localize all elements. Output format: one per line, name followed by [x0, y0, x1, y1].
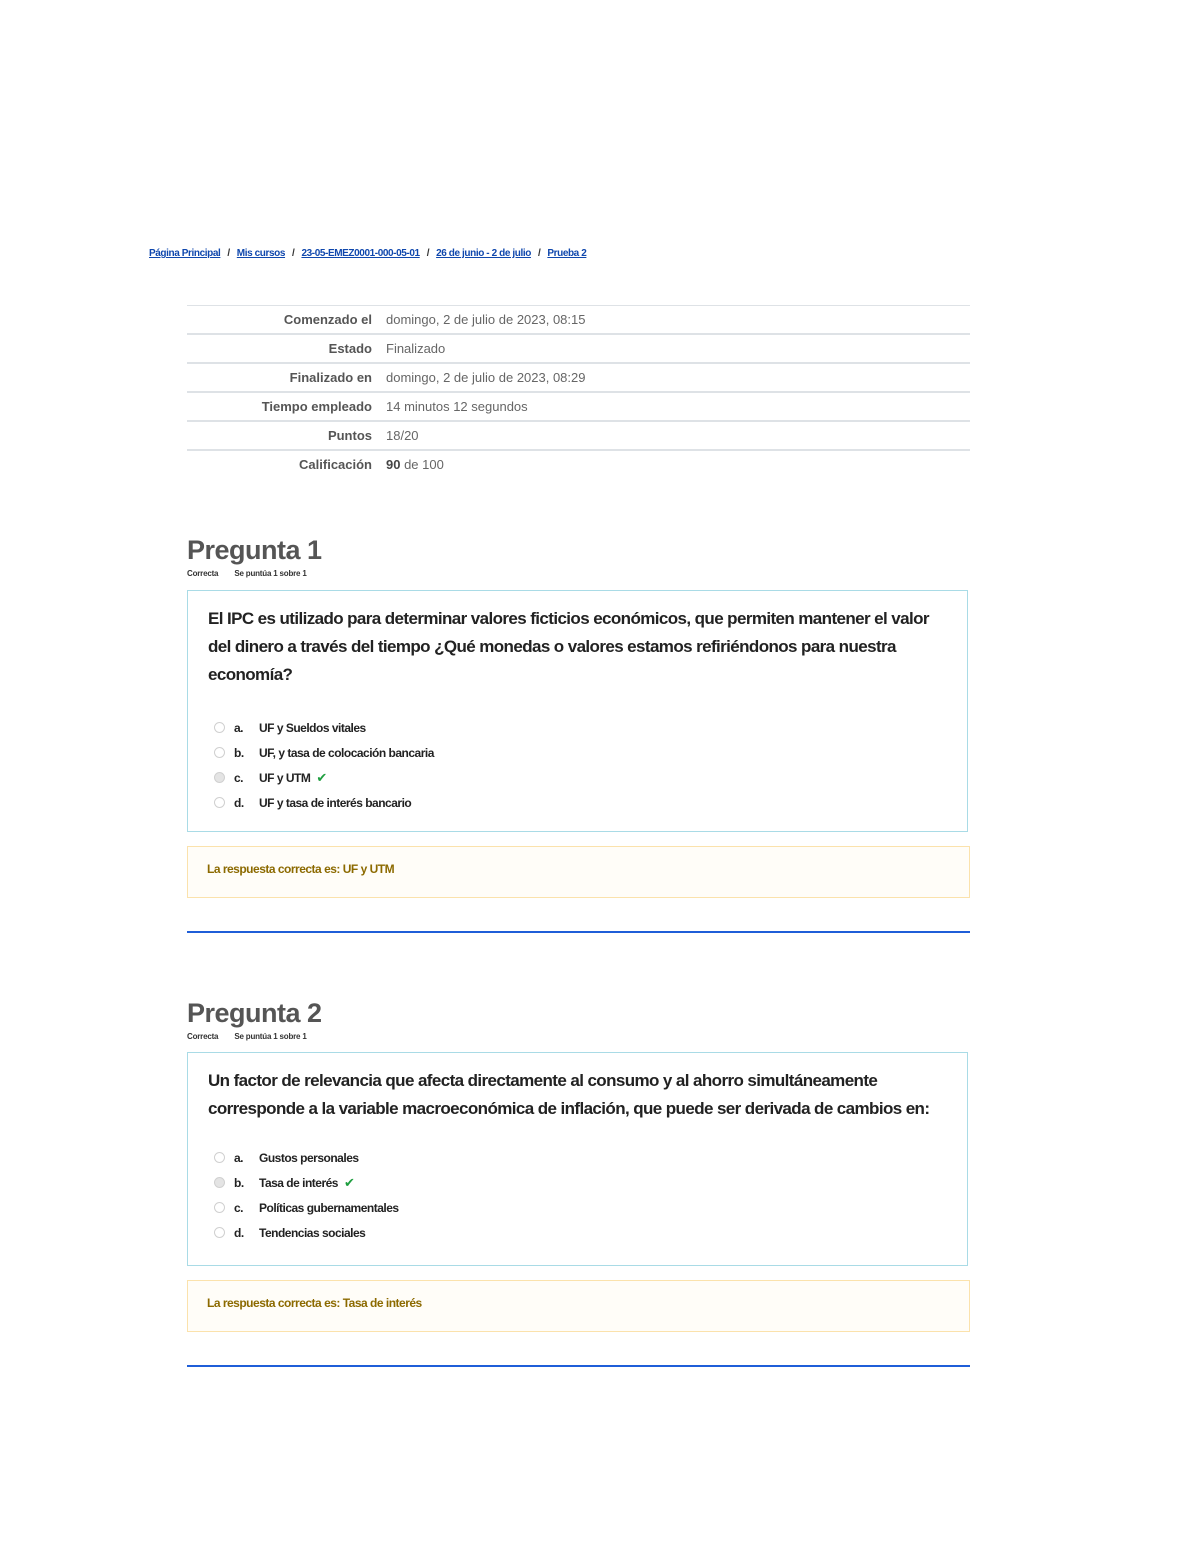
- question-1-header: [187, 535, 322, 578]
- answer-letter: d.: [234, 795, 244, 810]
- answer-text: Tendencias sociales: [259, 1225, 366, 1240]
- summary-value: 14 minutos 12 segundos: [386, 399, 528, 414]
- answer-text: Políticas gubernamentales: [259, 1200, 399, 1215]
- radio-button-selected[interactable]: [214, 772, 225, 783]
- check-icon: ✔: [343, 1174, 355, 1190]
- radio-button[interactable]: [214, 797, 225, 808]
- answer-option-c[interactable]: [214, 765, 967, 790]
- question-text: Un factor de relevancia que afecta directamente al consumo y al ahorro simultáneamente corresponde a la variable macroeconómica de inflación, que puede ser derivada de cambios en:: [208, 1071, 930, 1118]
- summary-row-grade: [187, 450, 970, 478]
- summary-row-time-taken: [187, 392, 970, 421]
- answer-text: Tasa de interés: [259, 1175, 338, 1190]
- radio-button[interactable]: [214, 1152, 225, 1163]
- radio-button[interactable]: [214, 1227, 225, 1238]
- question-title: Pregunta 2: [187, 998, 322, 1028]
- answer-list: [214, 715, 967, 815]
- summary-label: Finalizado en: [289, 370, 372, 385]
- summary-value: domingo, 2 de julio de 2023, 08:15: [386, 312, 586, 327]
- breadcrumb-separator: /: [292, 248, 295, 259]
- breadcrumb-my-courses-link[interactable]: Mis cursos: [236, 248, 286, 259]
- summary-label: Estado: [328, 341, 372, 356]
- radio-button-selected[interactable]: [214, 1177, 225, 1188]
- answer-option-b[interactable]: [214, 740, 967, 765]
- summary-label: Calificación: [299, 457, 372, 472]
- answer-letter: a.: [234, 720, 244, 735]
- answer-letter: d.: [234, 1225, 244, 1240]
- answer-letter: b.: [234, 1175, 244, 1190]
- breadcrumb-separator: /: [227, 248, 230, 259]
- summary-row-started: [187, 306, 970, 335]
- summary-value: 18/20: [386, 428, 419, 443]
- answer-text: UF, y tasa de colocación bancaria: [259, 745, 434, 760]
- answer-letter: c.: [234, 1200, 244, 1215]
- answer-option-a[interactable]: [214, 715, 967, 740]
- attempt-summary-table: [187, 305, 970, 478]
- answer-letter: b.: [234, 745, 244, 760]
- question-points: Se puntúa 1 sobre 1: [234, 1032, 307, 1041]
- breadcrumb-home-link[interactable]: Página Principal: [149, 248, 221, 259]
- answer-option-a[interactable]: [214, 1145, 967, 1170]
- breadcrumb-quiz-link[interactable]: Prueba 2: [547, 248, 587, 259]
- check-icon: ✔: [316, 769, 327, 785]
- question-2-box: [187, 1052, 968, 1266]
- grade-max: de 100: [400, 457, 444, 472]
- answer-list: [214, 1145, 967, 1245]
- question-divider: [187, 1365, 970, 1367]
- answer-option-d[interactable]: [214, 1220, 967, 1245]
- answer-option-d[interactable]: [214, 790, 967, 815]
- answer-text: Gustos personales: [259, 1150, 359, 1165]
- question-status: Correcta: [187, 1032, 219, 1041]
- summary-label: Comenzado el: [283, 312, 372, 327]
- summary-row-finished: [187, 363, 970, 392]
- answer-letter: a.: [234, 1150, 244, 1165]
- breadcrumb: [149, 248, 586, 259]
- summary-label: Tiempo empleado: [261, 399, 372, 414]
- question-divider: [187, 931, 970, 933]
- summary-row-state: [187, 334, 970, 363]
- breadcrumb-course-link[interactable]: 23-05-EMEZ0001-000-05-01: [301, 248, 420, 259]
- summary-label: Puntos: [327, 428, 372, 443]
- breadcrumb-week-link[interactable]: 26 de junio - 2 de julio: [436, 248, 531, 259]
- question-meta: [187, 1032, 322, 1041]
- summary-value: domingo, 2 de julio de 2023, 08:29: [386, 370, 586, 385]
- breadcrumb-separator: /: [537, 248, 541, 259]
- summary-value: Finalizado: [386, 341, 446, 356]
- answer-letter: c.: [234, 770, 244, 785]
- summary-value: [380, 450, 970, 478]
- breadcrumb-separator: /: [426, 248, 430, 259]
- question-title: Pregunta 1: [187, 535, 322, 565]
- answer-text: UF y tasa de interés bancario: [259, 795, 412, 810]
- question-1-box: [187, 590, 968, 832]
- answer-text: UF y UTM: [259, 770, 311, 785]
- question-points: Se puntúa 1 sobre 1: [234, 569, 307, 578]
- radio-button[interactable]: [214, 1202, 225, 1213]
- answer-option-c[interactable]: [214, 1195, 967, 1220]
- question-status: Correcta: [187, 569, 219, 578]
- question-2-feedback: La respuesta correcta es: Tasa de interés: [187, 1280, 970, 1332]
- radio-button[interactable]: [214, 722, 225, 733]
- question-2-header: [187, 998, 322, 1041]
- question-text: El IPC es utilizado para determinar valores ficticios económicos, que permiten mantener el valor del dinero a través del tiempo ¿Qué monedas o valores estamos refiriéndonos para nuestra economía?: [208, 609, 929, 684]
- question-meta: [187, 569, 322, 578]
- question-1-feedback: La respuesta correcta es: UF y UTM: [187, 846, 970, 898]
- answer-text: UF y Sueldos vitales: [259, 720, 366, 735]
- grade-score: 90: [386, 457, 401, 472]
- summary-row-points: [187, 421, 970, 450]
- answer-option-b[interactable]: [214, 1170, 967, 1195]
- radio-button[interactable]: [214, 747, 225, 758]
